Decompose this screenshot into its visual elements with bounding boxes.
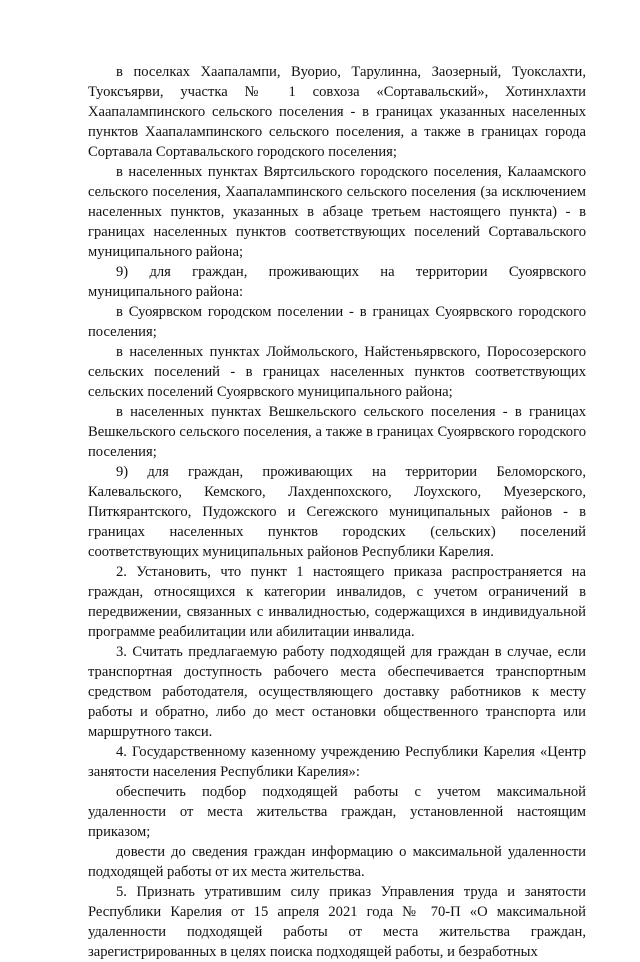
paragraph-loimola-settlements: в населенных пунктах Лоймольского, Найстеньярвского, Поросозерского сельских поселений - в границах населенных пунктов соответствующих сельских поселений Суоярвского муниципального района;: [88, 344, 586, 400]
paragraph-item-4-inform: довести до сведения граждан информацию о максимальной удаленности подходящей работы от их места жительства.: [88, 844, 586, 880]
paragraph-item-2: 2. Установить, что пункт 1 настоящего приказа распространяется на граждан, относящихся к категории инвалидов, с учетом ограничений в передвижении, связанных с инвалидностью, содержащихся в индивидуальной программе реабилитации или абилитации инвалида.: [88, 564, 586, 640]
paragraph-khaapalampi-settlements: в поселках Хаапалампи, Вуорио, Тарулинна, Заозерный, Туокслахти, Туоксъярви, участка № 1 совхоза «Сортавальский», Хотинхлахти Хаапалампинского сельского поселения - в границах указанных населенных пунктов Хаапалампинского сельского поселения, а также в границах города Сортавала Сортавальского городского поселения;: [88, 64, 586, 160]
paragraph-item-4-ensure: обеспечить подбор подходящей работы с учетом максимальной удаленности от места жительства граждан, установленной настоящим приказом;: [88, 784, 586, 840]
paragraph-other-districts: 9) для граждан, проживающих на территории Беломорского, Калевальского, Кемского, Лахденпохского, Лоухского, Муезерского, Питкярантского, Пудожского и Сегежского муниципальных районов - в границах населенных пунктов городских (сельских) поселений соответствующих муниципальных районов Республики Карелия.: [88, 464, 586, 560]
paragraph-item-5: 5. Признать утратившим силу приказ Управления труда и занятости Республики Карелия от 15 апреля 2021 года № 70-П «О максимальной удаленности подходящей работы от места жительства граждан, зарегистрированных в целях поиска подходящей работы, и безработных: [88, 884, 586, 960]
paragraph-item-3: 3. Считать предлагаемую работу подходящей для граждан в случае, если транспортная доступность рабочего места обеспечивается транспортным средством работодателя, осуществляющего доставку работников к месту работы и обратно, либо до мест остановки общественного транспорта или маршрутного такси.: [88, 644, 586, 740]
paragraph-item-4: 4. Государственному казенному учреждению Республики Карелия «Центр занятости населения Республики Карелия»:: [88, 744, 586, 780]
paragraph-suoyarvi-heading: 9) для граждан, проживающих на территории Суоярвского муниципального района:: [88, 264, 586, 300]
document-page: [88, 62, 586, 962]
paragraph-suoyarvi-urban: в Суоярвском городском поселении - в границах Суоярвского городского поселения;: [88, 304, 586, 340]
paragraph-vyartsilya-settlements: в населенных пунктах Вяртсильского городского поселения, Калаамского сельского поселения, Хаапалампинского сельского поселения (за исключением населенных пунктов, указанных в абзаце третьем настоящего пункта) - в границах населенных пунктов соответствующих поселений Сортавальского муниципального района;: [88, 164, 586, 260]
paragraph-veshkelya-settlements: в населенных пунктах Вешкельского сельского поселения - в границах Вешкельского сельского поселения, а также в границах Суоярвского городского поселения;: [88, 404, 586, 460]
